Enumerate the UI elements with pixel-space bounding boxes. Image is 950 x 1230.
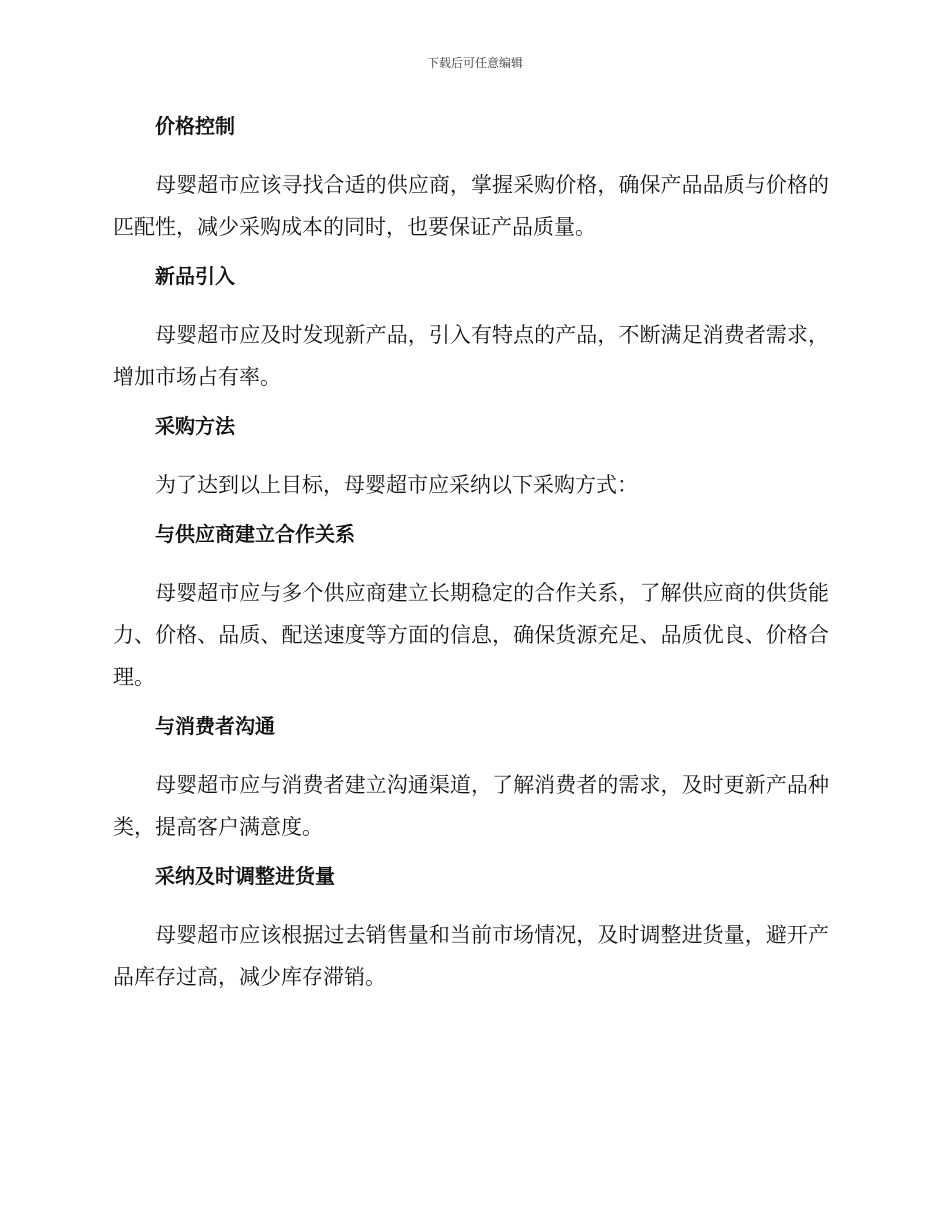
section-paragraph: 为了达到以上目标，母婴超市应采纳以下采购方式： xyxy=(155,473,638,497)
section-heading-supplier-cooperation: 与供应商建立合作关系 xyxy=(155,522,355,546)
section-paragraph: 母婴超市应该根据过去销售量和当前市场情况，及时调整进货量，避开产品库存过高，减少库存滞销。 xyxy=(113,923,829,989)
section-heading-new-products: 新品引入 xyxy=(155,264,235,288)
section-paragraph: 母婴超市应该寻找合适的供应商，掌握采购价格，确保产品品质与价格的匹配性，减少采购成本的同时，也要保证产品质量。 xyxy=(113,173,829,239)
section-paragraph: 母婴超市应及时发现新产品，引入有特点的产品，不断满足消费者需求，增加市场占有率。 xyxy=(113,323,829,389)
page-header: 下载后可任意编辑 xyxy=(426,56,523,70)
section-heading-consumer-communication: 与消费者沟通 xyxy=(155,714,275,738)
section-paragraph: 母婴超市应与多个供应商建立长期稳定的合作关系，了解供应商的供货能力、价格、品质、配送速度等方面的信息，确保货源充足、品质优良、价格合理。 xyxy=(113,581,829,689)
section-heading-price-control: 价格控制 xyxy=(155,114,235,138)
section-paragraph: 母婴超市应与消费者建立沟通渠道，了解消费者的需求，及时更新产品种类，提高客户满意度。 xyxy=(113,773,829,839)
document-body xyxy=(113,110,829,1010)
section-heading-purchase-method: 采购方法 xyxy=(155,414,235,438)
section-heading-adjust-stock: 采纳及时调整进货量 xyxy=(155,864,335,888)
